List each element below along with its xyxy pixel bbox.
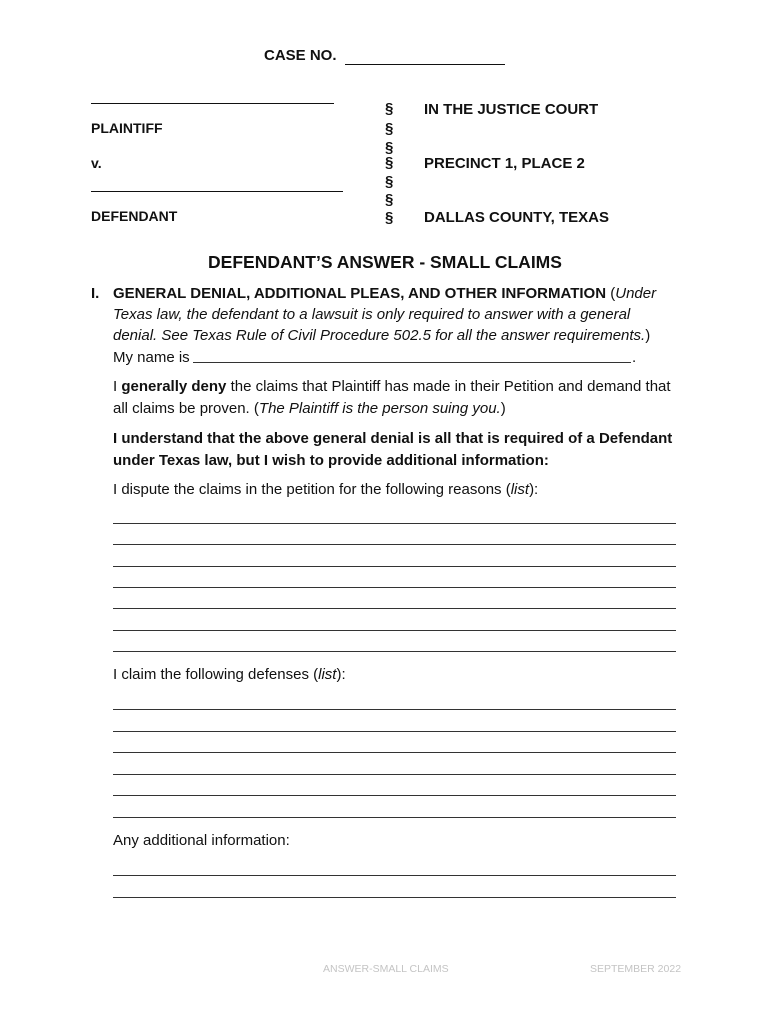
denial-note: The Plaintiff is the person suing you. xyxy=(258,400,501,417)
defenses-label-start: I claim the following defenses ( xyxy=(113,666,319,683)
understand-line1: I understand that the above general denial is all that is required of a Defendant xyxy=(113,430,673,447)
section-note-line3: denial. See Texas Rule of Civil Procedure 502.5 for all the answer requirements. xyxy=(113,327,646,344)
court-county: DALLAS COUNTY, TEXAS xyxy=(424,209,610,226)
defense-line[interactable] xyxy=(113,752,676,753)
dispute-reason-line[interactable] xyxy=(113,608,676,609)
section-symbol: § xyxy=(385,100,394,117)
defenses-label-end: ): xyxy=(336,666,346,683)
understand-line2: under Texas law, but I wish to provide additional information: xyxy=(113,452,549,469)
dispute-reason-line[interactable] xyxy=(113,587,676,588)
dispute-reason-line[interactable] xyxy=(113,523,676,524)
defense-line[interactable] xyxy=(113,774,676,775)
dispute-reason-line[interactable] xyxy=(113,566,676,567)
document-title: DEFENDANT’S ANSWER - SMALL CLAIMS xyxy=(208,252,562,272)
dispute-reason-line[interactable] xyxy=(113,544,676,545)
my-name-period: . xyxy=(632,349,637,366)
section-symbol: § xyxy=(385,209,394,226)
general-deny-emphasis: generally deny xyxy=(121,378,227,395)
defense-line[interactable] xyxy=(113,817,676,818)
denial-line2-start: all claims be proven. ( xyxy=(113,400,259,417)
section-note-line3-wrap xyxy=(113,325,650,347)
footer-form-name: ANSWER-SMALL CLAIMS xyxy=(323,963,449,975)
defense-line[interactable] xyxy=(113,795,676,796)
dispute-label-start: I dispute the claims in the petition for the following reasons ( xyxy=(113,481,511,498)
plaintiff-name-field[interactable] xyxy=(91,103,334,104)
court-name: IN THE JUSTICE COURT xyxy=(424,101,599,118)
my-name-label: My name is xyxy=(113,349,190,366)
defenses-label-italic: list xyxy=(318,666,337,683)
my-name-field[interactable] xyxy=(193,362,631,363)
general-denial-line2 xyxy=(113,398,506,420)
section-heading: GENERAL DENIAL, ADDITIONAL PLEAS, AND OTHER INFORMATION xyxy=(113,285,607,302)
section-number: I. xyxy=(91,285,100,302)
court-precinct: PRECINCT 1, PLACE 2 xyxy=(424,155,585,172)
additional-info-line[interactable] xyxy=(113,897,676,898)
defense-line[interactable] xyxy=(113,709,676,710)
defenses-label xyxy=(113,664,346,686)
note-open-paren: ( xyxy=(610,285,616,302)
denial-prefix: I xyxy=(113,378,118,395)
denial-rest: the claims that Plaintiff has made in their Petition and demand that xyxy=(230,378,671,395)
additional-info-label: Any additional information: xyxy=(113,832,290,849)
section-symbol: § xyxy=(385,154,394,171)
dispute-reason-line[interactable] xyxy=(113,630,676,631)
case-number-label: CASE NO. xyxy=(264,47,337,64)
denial-line2-end: ) xyxy=(500,400,506,417)
section-symbol: § xyxy=(385,120,394,137)
versus-label: v. xyxy=(91,155,102,171)
section-note-line1: Under xyxy=(615,285,657,302)
defense-line[interactable] xyxy=(113,731,676,732)
section-note-line2: Texas law, the defendant to a lawsuit is only required to answer with a general xyxy=(113,306,631,323)
plaintiff-label: PLAINTIFF xyxy=(91,120,163,136)
dispute-label-italic: list xyxy=(510,481,530,498)
section-heading-line xyxy=(113,283,656,305)
defendant-label: DEFENDANT xyxy=(91,208,178,224)
section-symbol: § xyxy=(385,173,394,190)
dispute-label-end: ): xyxy=(529,481,539,498)
additional-info-line[interactable] xyxy=(113,875,676,876)
note-close-paren: ) xyxy=(645,327,651,344)
section-symbol: § xyxy=(385,139,394,156)
dispute-reasons-label xyxy=(113,479,538,501)
case-number-field[interactable] xyxy=(345,64,505,65)
general-denial-line1 xyxy=(113,376,671,398)
footer-date: SEPTEMBER 2022 xyxy=(590,963,682,975)
dispute-reason-line[interactable] xyxy=(113,651,676,652)
defendant-name-field[interactable] xyxy=(91,191,343,192)
section-symbol: § xyxy=(385,191,394,208)
